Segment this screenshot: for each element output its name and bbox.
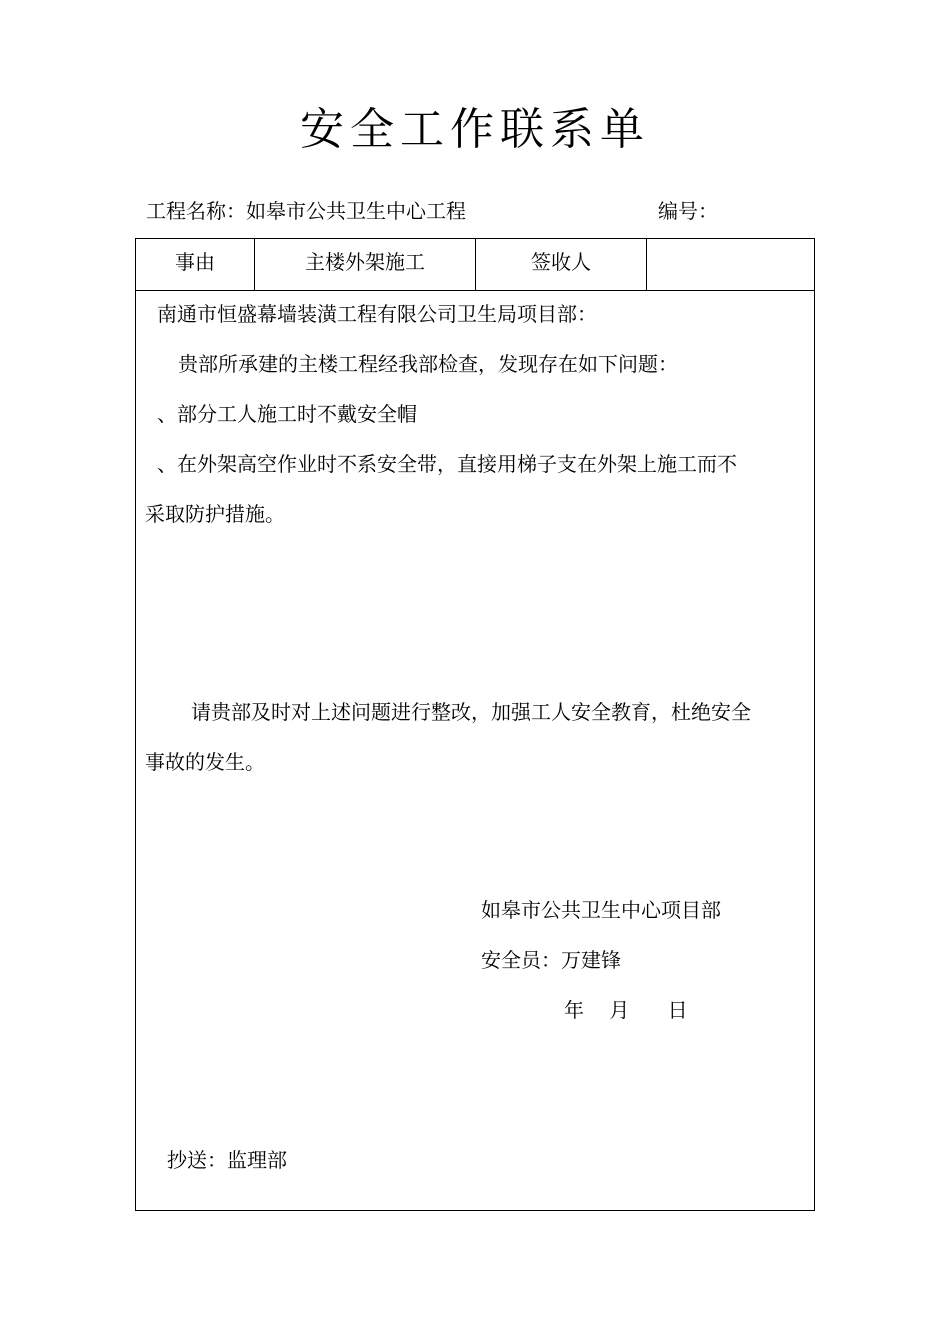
header-row — [136, 239, 814, 291]
signing-department: 如皋市公共卫生中心项目部 — [481, 898, 721, 922]
reason-label-cell: 事由 — [136, 239, 255, 291]
issue-item-2-line-2: 采取防护措施。 — [145, 502, 285, 526]
intro-line: 贵部所承建的主楼工程经我部检查，发现存在如下问题： — [178, 352, 678, 376]
document-number-label: 编号： — [658, 199, 718, 223]
addressee-line: 南通市恒盛幕墙装潢工程有限公司卫生局项目部： — [157, 302, 597, 326]
request-line-1: 请贵部及时对上述问题进行整改，加强工人安全教育，杜绝安全 — [191, 700, 751, 724]
signee-value-cell — [647, 239, 815, 291]
signature-date: 年 月 日 — [564, 998, 688, 1022]
safety-officer: 安全员：万建锋 — [481, 948, 621, 972]
contact-form-table — [135, 238, 815, 1211]
reason-value-cell: 主楼外架施工 — [255, 239, 476, 291]
signee-label-cell: 签收人 — [476, 239, 647, 291]
issue-item-1: 、部分工人施工时不戴安全帽 — [157, 402, 417, 426]
issue-item-2-line-1: 、在外架高空作业时不系安全带，直接用梯子支在外架上施工而不 — [157, 452, 737, 476]
document-title: 安全工作联系单 — [300, 104, 650, 155]
request-line-2: 事故的发生。 — [145, 750, 265, 774]
project-name: 工程名称：如皋市公共卫生中心工程 — [146, 199, 466, 223]
cc-line: 抄送：监理部 — [167, 1148, 287, 1172]
